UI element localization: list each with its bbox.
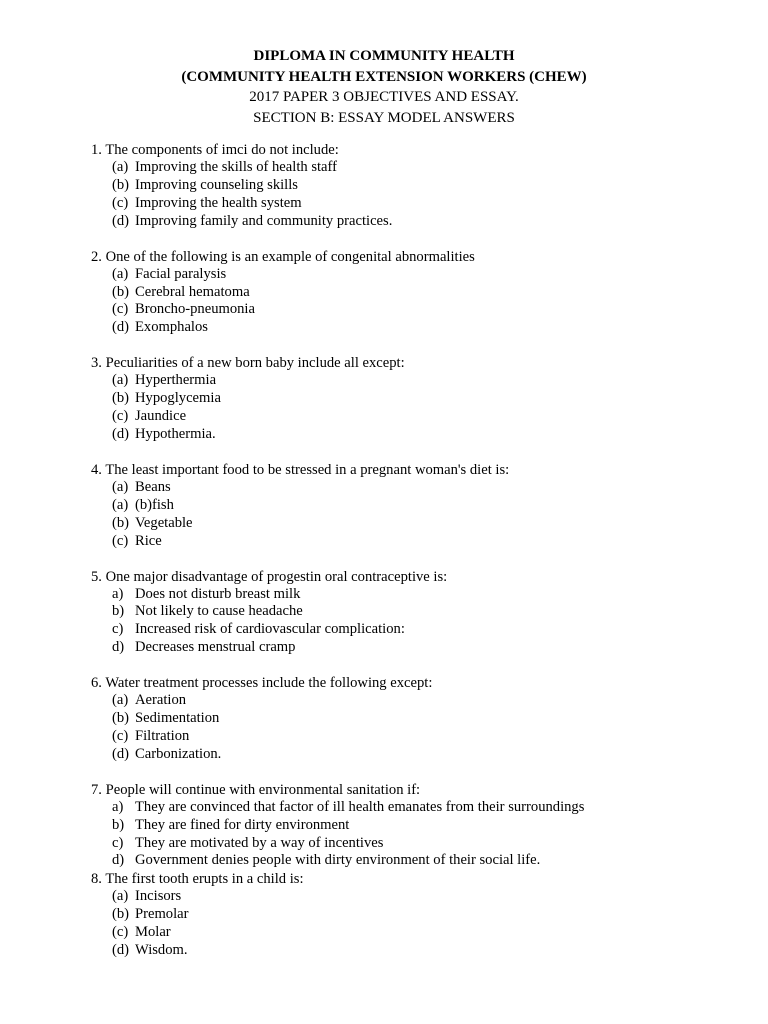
option-text: Broncho-pneumonia [135,301,255,318]
option-label: (b) [112,514,130,531]
option-text: Improving family and community practices. [135,212,393,229]
option-label: (b) [112,283,130,300]
option-text: Cerebral hematoma [135,283,250,300]
option-text: (b)fish [135,496,174,513]
option [91,586,751,604]
option-label: (c) [112,301,129,318]
option-text: Sedimentation [135,710,220,727]
header-title: DIPLOMA IN COMMUNITY HEALTH [253,48,515,64]
question-2 [91,248,751,338]
option-text: Improving counseling skills [135,176,298,193]
header-paper-info: 2017 PAPER 3 OBJECTIVES AND ESSAY. [249,89,519,105]
option-text: Decreases menstrual cramp [135,639,296,656]
option-label: a) [112,585,124,602]
option-label: (a) [112,478,129,495]
option-text: Not likely to cause headache [135,603,303,620]
option-label: (b) [112,906,130,923]
option-text: Increased risk of cardiovascular complication: [135,621,405,638]
option-label: (d) [112,425,130,442]
option-text: Filtration [135,727,190,744]
question-list [91,141,751,977]
option-text: Carbonization. [135,745,222,762]
option-label: (a) [112,496,129,513]
option [91,835,751,853]
option-label: a) [112,798,124,815]
question-text: 3. Peculiarities of a new born baby include all except: [91,355,405,372]
option [91,284,751,302]
option-label: (c) [112,194,129,211]
option-text: Beans [135,478,171,495]
option-label: (d) [112,319,130,336]
option [91,426,751,444]
option-label: c) [112,834,124,851]
header-subtitle: (COMMUNITY HEALTH EXTENSION WORKERS (CHEW) [181,68,587,85]
option-text: Government denies people with dirty environment of their social life. [135,852,541,869]
option-text: Aeration [135,692,187,709]
option [91,906,751,924]
option [91,266,751,284]
option-text: Molar [135,924,171,941]
option-text: Jaundice [135,408,187,425]
option-text: Rice [135,532,162,549]
option [91,852,751,870]
option-text: Hyperthermia [135,372,217,389]
option [91,497,751,515]
option-text: Facial paralysis [135,265,227,282]
option-text: Does not disturb breast milk [135,585,301,602]
option-text: Improving the skills of health staff [135,159,337,175]
option-label: (d) [112,942,130,959]
option-text: Incisors [135,888,182,905]
option-text: They are fined for dirty environment [135,816,350,833]
question-8 [91,870,751,960]
option-text: Hypothermia. [135,425,216,442]
option-label: (a) [112,372,129,389]
option-label: (a) [112,692,129,709]
option-label: (b) [112,176,130,193]
header-section: SECTION B: ESSAY MODEL ANSWERS [253,109,515,126]
option [91,799,751,817]
question-text: 2. One of the following is an example of congenital abnormalities [91,248,475,265]
option-label: c) [112,621,124,638]
option [91,621,751,639]
option [91,390,751,408]
question-text: 6. Water treatment processes include the following except: [91,675,433,692]
option [91,603,751,621]
question-4 [91,461,751,551]
option [91,372,751,390]
option-label: d) [112,852,125,869]
document-header [0,46,768,128]
option-label: (c) [112,408,129,425]
option [91,515,751,533]
option-label: d) [112,639,125,656]
question-1 [91,141,751,231]
question-text: 4. The least important food to be stressed in a pregnant woman's diet is: [91,461,510,478]
option-label: b) [112,816,125,833]
option-label: (d) [112,212,130,229]
question-text: 5. One major disadvantage of progestin oral contraceptive is: [91,568,448,585]
option-label: (c) [112,532,129,549]
option [91,533,751,551]
option-label: (d) [112,745,130,762]
option [91,639,751,657]
option-label: (c) [112,727,129,744]
option-label: (a) [112,159,129,175]
option [91,692,751,710]
option [91,177,751,195]
option [91,213,751,231]
option [91,746,751,764]
option-text: They are convinced that factor of ill health emanates from their surroundings [135,798,585,815]
question-7 [91,781,751,871]
question-3 [91,354,751,444]
option [91,924,751,942]
option [91,319,751,337]
option-text: They are motivated by a way of incentives [135,834,384,851]
option [91,710,751,728]
option-text: Improving the health system [135,194,302,211]
option-text: Wisdom. [135,942,188,959]
option-text: Vegetable [135,514,193,531]
option [91,159,751,177]
option-label: (b) [112,710,130,727]
question-text: 7. People will continue with environmental sanitation if: [91,781,421,798]
option [91,888,751,906]
option [91,817,751,835]
question-text: 8. The first tooth erupts in a child is: [91,871,304,888]
question-6 [91,674,751,764]
option [91,195,751,213]
question-5 [91,568,751,658]
option [91,728,751,746]
option [91,408,751,426]
option [91,942,751,960]
option [91,479,751,497]
question-text: 1. The components of imci do not include: [91,142,339,158]
option-label: (b) [112,390,130,407]
option-text: Exomphalos [135,319,208,336]
option-label: (a) [112,888,129,905]
option-text: Premolar [135,906,189,923]
option-label: (a) [112,265,129,282]
option-label: b) [112,603,125,620]
option-label: (c) [112,924,129,941]
option-text: Hypoglycemia [135,390,221,407]
option [91,301,751,319]
